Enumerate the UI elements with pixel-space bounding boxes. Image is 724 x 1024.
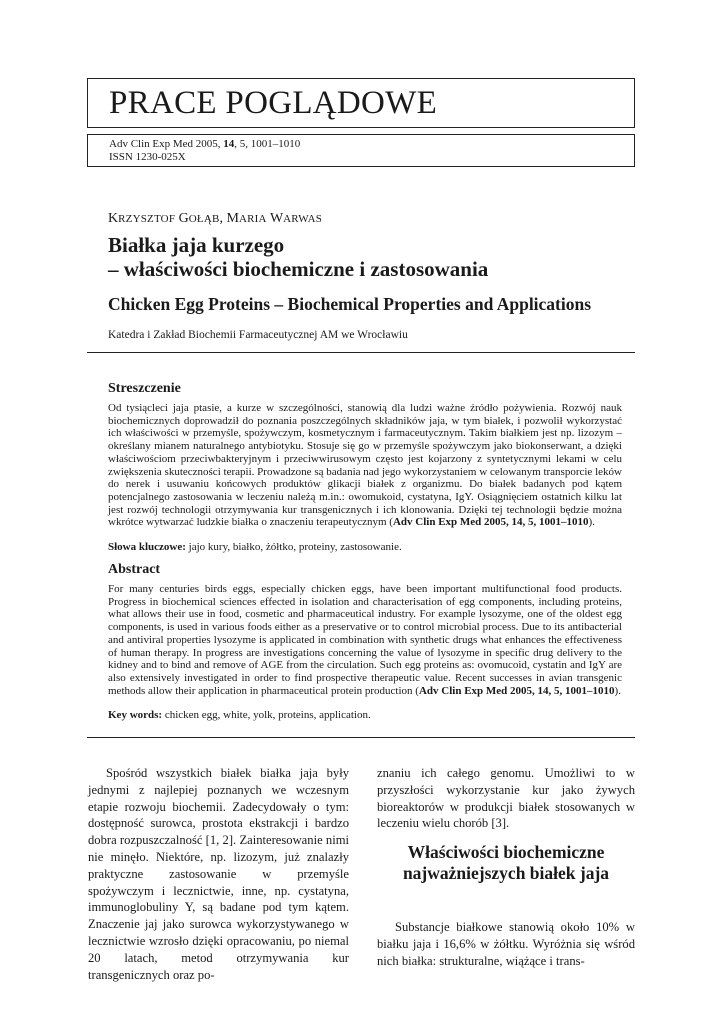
- citation-volume: 14: [223, 138, 235, 150]
- keywords-pl: [108, 541, 402, 553]
- author1-surname-rest: OŁĄB: [188, 213, 220, 225]
- title-pl-line2: – właściwości biochemiczne i zastosowania: [108, 257, 489, 281]
- author2-initial: M: [226, 211, 239, 226]
- citation-suffix: , 5, 1001–1010: [234, 138, 301, 150]
- citation-box: [87, 134, 635, 167]
- author1-rest: RZYSZTOF: [118, 213, 176, 225]
- streszczenie-body: Od tysiącleci jaja ptasie, a kurze w szczególności, stanowią dla ludzi ważne źródło pożywienia. Rozwój nauk biochemicznych doprowadził do poznania poszczególnych składników jaja, w tym białek, i pozwolił wykorzystać ich właściwości w przemyśle, spożywczym, kosmetycznym i farmaceutycznym. Takim białkiem jest np. lizozym – określany mianem naturalnego antybiotyku. Stosuje się go w przemyśle spożywczym jako biokonserwant, a dzięki właściwościom przeciwbakteryjnym i przeciwwirusowym często jest kojarzony z syntetycznymi lekami w celu zwiększenia skuteczności terapii. Prowadzone są badania nad jego wykorzystaniem w celowanym transporcie leków do nerek i usuwaniu końcowych produktów glikacji białek z organizmu. Do białek badanych pod kątem potencjalnego zastosowania w leczeniu należą m.in.: owomukoid, cystatyna, IgY. Osiągnięciem ostatnich kilku lat jest rozwój technologii otrzymywania kur transgenicznych i ich klonowania. Dzięki tej technologii będzie można wkrótce wytwarzać ludzkie białka o znaczeniu terapeutycznym (: [108, 402, 622, 529]
- streszczenie-text: [108, 402, 622, 529]
- section-heading-line1: Właściwości biochemiczne: [407, 842, 605, 862]
- streszczenie-end: ).: [588, 516, 595, 529]
- keywords-en-label: Key words:: [108, 709, 163, 721]
- section-title: PRACE POGLĄDOWE: [109, 85, 438, 121]
- section-title-box: [87, 78, 635, 128]
- abstract-heading: Abstract: [108, 562, 161, 577]
- keywords-en: [108, 709, 371, 721]
- keywords-pl-label: Słowa kluczowe:: [108, 541, 186, 553]
- title-pl-line1: Białka jaja kurzego: [108, 233, 285, 257]
- streszczenie-heading: Streszczenie: [108, 381, 181, 396]
- body-column-right-bottom: Substancje białkowe stanowią około 10% w białku jaja i 16,6% w żółtku. Wyróżnia się wśród nich białka: strukturalne, wiążące i trans-: [377, 920, 635, 968]
- body-column-left: Spośród wszystkich białek białka jaja były jednymi z najlepiej poznanych we wczesnym etapie rozwoju biochemii. Zadecydowały o tym: dostępność surowca, prostota ekstrakcji i bardzo dobra rozpuszczalność [1, 2]. Zainteresowanie nimi nie minęło. Niektóre, np. lizozym, już znalazły praktyczne zastosowanie w przemyśle spożywczym i lecznictwie, inne, np. cystatyna, immunoglobuliny Y, są badane pod tym kątem. Znaczenie jaj jako surowca wykorzystywanego w lecznictwie wzrosło dzięki opracowaniu, po niemal 20 latach, metod otrzymywania kur transgenicznych oraz po-: [88, 766, 349, 982]
- author2-rest: ARIA: [238, 213, 267, 225]
- abstract-text: [108, 583, 622, 697]
- body-column-right-top: znaniu ich całego genomu. Umożliwi to w przyszłości wykorzystanie kur jako żywych bioreaktorów w produkcji białek stosowanych w leczeniu wielu chorób [3].: [377, 766, 635, 831]
- affiliation: Katedra i Zakład Biochemii Farmaceutycznej AM we Wrocławiu: [108, 329, 408, 341]
- keywords-pl-list: jajo kury, białko, żółtko, proteiny, zastosowanie.: [185, 541, 402, 553]
- author2-surname-rest: ARWAS: [283, 213, 323, 225]
- title-english: Chicken Egg Proteins – Biochemical Properties and Applications: [108, 294, 592, 314]
- journal-citation: [109, 138, 634, 151]
- abstract-body: For many centuries birds eggs, especially chicken eggs, have been important multifunctional food products. Progress in biochemical sciences effected in isolation and characterisation of egg components, including proteins, what allows their use in food, cosmetic and pharmaceutical industry. For example lysozyme, one of the oldest egg components, is used in various foods either as a preservative or to control microbial process. Due to its antibacterial and antiviral properties lysozyme is applicated in combination with synthetic drugs what enhances the effectiveness of human therapy. In progress are investigations concerning the value of lysozyme in specific drug delivery to the kidney and to bind and remove of AGE from the circulation. Such egg proteins as: ovomucoid, cystatin and IgY are also extensively investigated in order to find prospective therapeutic value. Recent successes in avian transgenic methods allow their application in pharmaceutical protein production (: [108, 583, 622, 697]
- author1-initial: K: [108, 211, 119, 226]
- citation-prefix: Adv Clin Exp Med 2005,: [109, 138, 224, 150]
- section-heading-properties: [377, 842, 635, 884]
- abstract-end: ).: [614, 684, 621, 697]
- author2-surname-initial: W: [269, 211, 284, 226]
- author1-surname-initial: G: [178, 211, 189, 226]
- abstract-citation: Adv Clin Exp Med 2005, 14, 5, 1001–1010: [418, 684, 615, 697]
- authors: [108, 211, 322, 227]
- title-polish: [108, 233, 488, 281]
- divider-top: [87, 352, 635, 353]
- author-separator: ,: [219, 211, 227, 226]
- keywords-en-list: chicken egg, white, yolk, proteins, application.: [162, 709, 371, 721]
- streszczenie-citation: Adv Clin Exp Med 2005, 14, 5, 1001–1010: [392, 516, 589, 529]
- issn: ISSN 1230-025X: [109, 151, 186, 163]
- section-heading-line2: najważniejszych białek jaja: [402, 863, 610, 883]
- divider-bottom: [87, 737, 635, 738]
